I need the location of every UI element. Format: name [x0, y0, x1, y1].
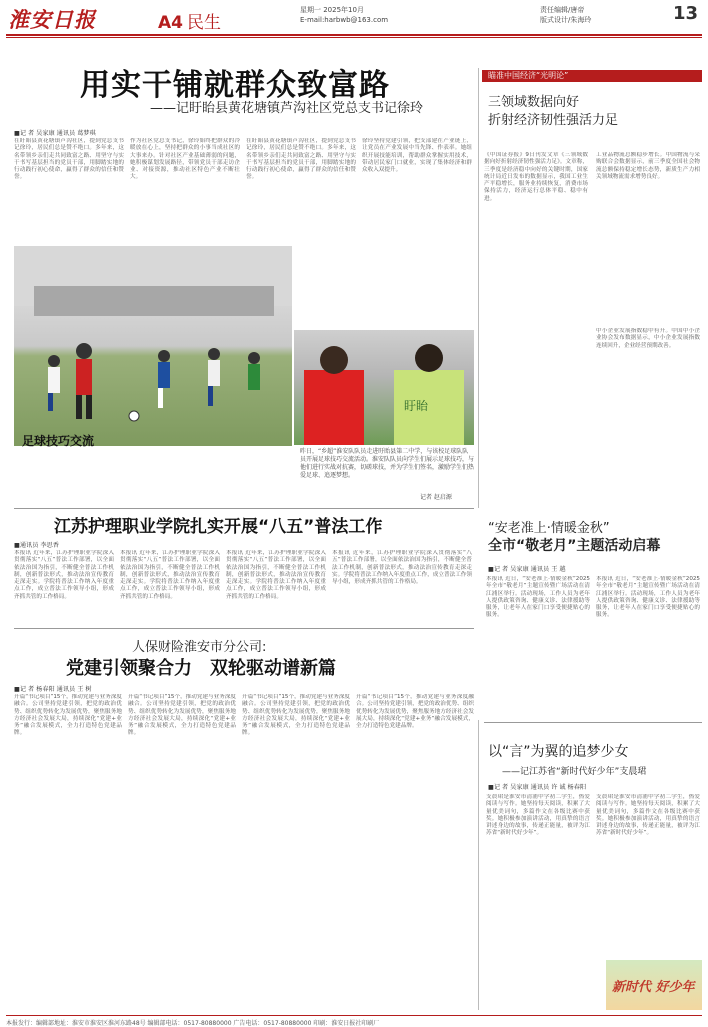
section-divider-3	[484, 722, 702, 723]
photo-credit: 记者 赵启源	[420, 494, 452, 501]
story5-col-2: 支晨珺是淮安市清浦中学初二学生，热爱阅读与写作。她坚持每天阅读，积累了大量优美词句，多篇作文在各级比赛中获奖。她积极参加演讲活动，用真挚的语言讲述身边的故事，传递正能量，被评为江苏省“新时代好少年”。	[596, 794, 700, 837]
story4-kicker: 人保财险淮安市分公司:	[132, 640, 267, 655]
football-photo-left-art	[14, 246, 292, 446]
header-design: 版式设计/朱海玲	[540, 16, 592, 24]
edition-number: A4	[158, 13, 183, 33]
right-divider-lower	[478, 720, 479, 1010]
sidebar-divider	[478, 68, 479, 508]
story2-col-4: 本报讯 近年来，江苏护理职业学院深入贯彻落实“八五”普法工作部署，以全面依法治国为指引，不断健全普法工作机制，创新普法形式，推动法治宣传教育走深走实。学院将普法工作纳入年度重点工作，成立普法工作领导小组，形成齐抓共管的工作格局。	[332, 550, 472, 586]
header-rule	[6, 34, 702, 36]
svg-text:盱眙: 盱眙	[404, 399, 429, 413]
sidebar-banner: 瞄准中国经济“光明论”	[482, 70, 702, 82]
lead-col-4: 徐玲坚持党建引领，把支部建在产业链上，让党员在产业发展中当先锋、作表率。她组织开展技能培训，帮助群众掌握实用技术，带动居民家门口就业，实现了集体经济和群众收入双提升。	[362, 138, 472, 174]
story4-title: 党建引领聚合力 双轮驱动谱新篇	[66, 658, 336, 679]
sidebar-col-3: 中小企业发展指数稳中有升。中国中小企业协会发布数据显示，中小企业发展指数连续回升，企业经营预期改善。	[596, 328, 700, 349]
photo-label: 足球技巧交流	[22, 434, 95, 448]
sidebar-title-1: 三领域数据向好	[488, 95, 580, 110]
story5-col-1: 支晨珺是淮安市清浦中学初二学生，热爱阅读与写作。她坚持每天阅读，积累了大量优美词句，多篇作文在各级比赛中获奖。她积极参加演讲活动，用真挚的语言讲述身边的故事，传递正能量，被评为江苏省“新时代好少年”。	[486, 794, 590, 837]
photo-caption: 昨日，“乡超”淮安队队员走进盱眙县第二中学，与该校足球队队员开展足球技巧交流活动。淮安队队员向学生们展示足球技巧，与他们进行实战对抗赛，切磋球技，并为学生们签名，激励学生们热爱足球、追逐梦想。	[300, 448, 475, 479]
story4-col-3: 开篇“书记项目”15个，推动党建与业务深度融合。公司坚持党建引领，把党的政治优势、组织优势转化为发展优势，聚焦服务地方经济社会发展大局，持续深化“党建+业务”融合发展模式，全力打造特色党建品牌。	[242, 694, 350, 737]
football-photo-right-art	[294, 330, 474, 445]
story2-col-3: 本报讯 近年来，江苏护理职业学院深入贯彻落实“八五”普法工作部署，以全面依法治国为指引，不断健全普法工作机制，创新普法形式，推动法治宣传教育走深走实。学院将普法工作纳入年度重点工作，成立普法工作领导小组，形成齐抓共管的工作格局。	[226, 550, 326, 600]
story4-byline: ■记 者 杨春阳 通讯员 王 树	[14, 686, 92, 693]
story5-byline: ■记 者 吴家康 通讯员 许 诚 杨春阳	[488, 784, 587, 791]
corner-logo-text: 新时代 好少年	[612, 980, 695, 995]
sidebar-title-2: 折射经济韧性强活力足	[488, 113, 619, 128]
sidebar-col-1: 《中国证券报》9日刊发文章《三领域数据向好折射经济韧性强活力足》。文章称，三季度是经济稳中向好的关键时期，国家统计局近日发布的数据显示，我国工业生产平稳增长，服务业持续恢复，消费市场保持活力，经济运行总体平稳、稳中有进。	[484, 152, 588, 202]
story4-col-2: 开篇“书记项目”15个，推动党建与业务深度融合。公司坚持党建引领，把党的政治优势、组织优势转化为发展优势，聚焦服务地方经济社会发展大局，持续深化“党建+业务”融合发展模式，全力打造特色党建品牌。	[128, 694, 236, 737]
story2-col-2: 本报讯 近年来，江苏护理职业学院深入贯彻落实“八五”普法工作部署，以全面依法治国为指引，不断健全普法工作机制，创新普法形式，推动法治宣传教育走深走实。学院将普法工作纳入年度重点工作，成立普法工作领导小组，形成齐抓共管的工作格局。	[120, 550, 220, 600]
section-name: 民生	[187, 13, 221, 33]
page-footer: 本报发行：编辑部地址：淮安市淮安区淮河东路48号 编辑部电话：0517-80880000 广告电话：0517-80880000 印刷：淮安日报社印刷厂	[6, 1015, 702, 1027]
story5-subtitle: ——记江苏省“新时代好少年”支晨珺	[502, 767, 647, 777]
story3-title-2: 全市“敬老月”主题活动启幕	[488, 538, 661, 554]
lead-title: 用实干铺就群众致富路	[80, 68, 390, 103]
sidebar-col-2: 工业品物流总额稳步增长。中国物流与采购联合会数据显示，前三季度全国社会物流总额保持稳定增长态势，新质生产力相关领域物流需求增势良好。	[596, 152, 700, 180]
lead-subtitle: ——记盱眙县黄花塘镇芦沟社区党总支书记徐玲	[150, 101, 424, 116]
header-date: 星期一 2025年10月	[300, 6, 364, 14]
story4-col-1: 开篇“书记项目”15个，推动党建与业务深度融合。公司坚持党建引领，把党的政治优势、组织优势转化为发展优势，聚焦服务地方经济社会发展大局，持续深化“党建+业务”融合发展模式，全力打造特色党建品牌。	[14, 694, 122, 737]
story3-col-1: 本报讯 近日，“安老准上·情暖金秋”2025年全市“敬老月”主题宣传暨广场活动在清江浦区举行。活动现场，工作人员为老年人提供政策咨询、健康义诊、法律援助等服务，让老年人在家门口享受便捷贴心的服务。	[486, 576, 590, 619]
header-editor: 责任编辑/唐帝	[540, 6, 585, 14]
football-photo-right	[294, 330, 474, 445]
lead-col-3: 在盱眙县黄花塘镇芦沟社区，提到党总支书记徐玲，居民们总是赞不绝口。多年来，这名带领乡亲们走共同致富之路、用坚守与实干书写基层担当的党员干部，用脚踏实地的行动践行初心使命，赢得了群众的信任和赞誉。	[246, 138, 356, 181]
page-number: 13	[672, 3, 698, 24]
story3-title-1: “安老准上·情暖金秋”	[488, 521, 610, 536]
story3-byline: ■记 者 吴家康 通讯员 王 越	[488, 566, 566, 573]
story3-col-2: 本报讯 近日，“安老准上·情暖金秋”2025年全市“敬老月”主题宣传暨广场活动在清江浦区举行。活动现场，工作人员为老年人提供政策咨询、健康义诊、法律援助等服务，让老年人在家门口享受便捷贴心的服务。	[596, 576, 700, 619]
edition-label	[158, 8, 221, 33]
lead-col-1: 在盱眙县黄花塘镇芦沟社区，提到党总支书记徐玲，居民们总是赞不绝口。多年来，这名带领乡亲们走共同致富之路、用坚守与实干书写基层担当的党员干部，用脚踏实地的行动践行初心使命，赢得了群众的信任和赞誉。	[14, 138, 124, 181]
lead-byline: ■记 者 吴家康 通讯员 葛梦琪	[14, 130, 96, 137]
story2-title: 江苏护理职业学院扎实开展“八五”普法工作	[54, 517, 383, 537]
section-divider-1	[14, 508, 474, 509]
story2-col-1: 本报讯 近年来，江苏护理职业学院深入贯彻落实“八五”普法工作部署，以全面依法治国为指引，不断健全普法工作机制，创新普法形式，推动法治宣传教育走深走实。学院将普法工作纳入年度重点工作，成立普法工作领导小组，形成齐抓共管的工作格局。	[14, 550, 114, 600]
corner-logo-image	[606, 960, 702, 1010]
story2-byline: ■通讯员 李思香	[14, 542, 59, 549]
story4-col-4: 开篇“书记项目”15个，推动党建与业务深度融合。公司坚持党建引领，把党的政治优势、组织优势转化为发展优势，聚焦服务地方经济社会发展大局，持续深化“党建+业务”融合发展模式，全力打造特色党建品牌。	[356, 694, 474, 730]
header-rule-thin	[6, 37, 702, 38]
story5-title: 以“言”为翼的追梦少女	[488, 744, 629, 760]
football-photo-left	[14, 246, 292, 446]
section-divider-2	[14, 628, 474, 629]
header-email: E-mail:harbwb@163.com	[300, 16, 389, 24]
lead-col-2: 作为社区党总支书记，徐玲始终把群众的冷暖放在心上，坚持把群众的小事当成社区的大事来办。针对社区产业基础薄弱的问题，她积极谋划发展路径，带领党员干部走访企业、对接资源，推动社区特色产业不断壮大。	[130, 138, 240, 181]
masthead-logo: 淮安日报	[8, 7, 96, 32]
